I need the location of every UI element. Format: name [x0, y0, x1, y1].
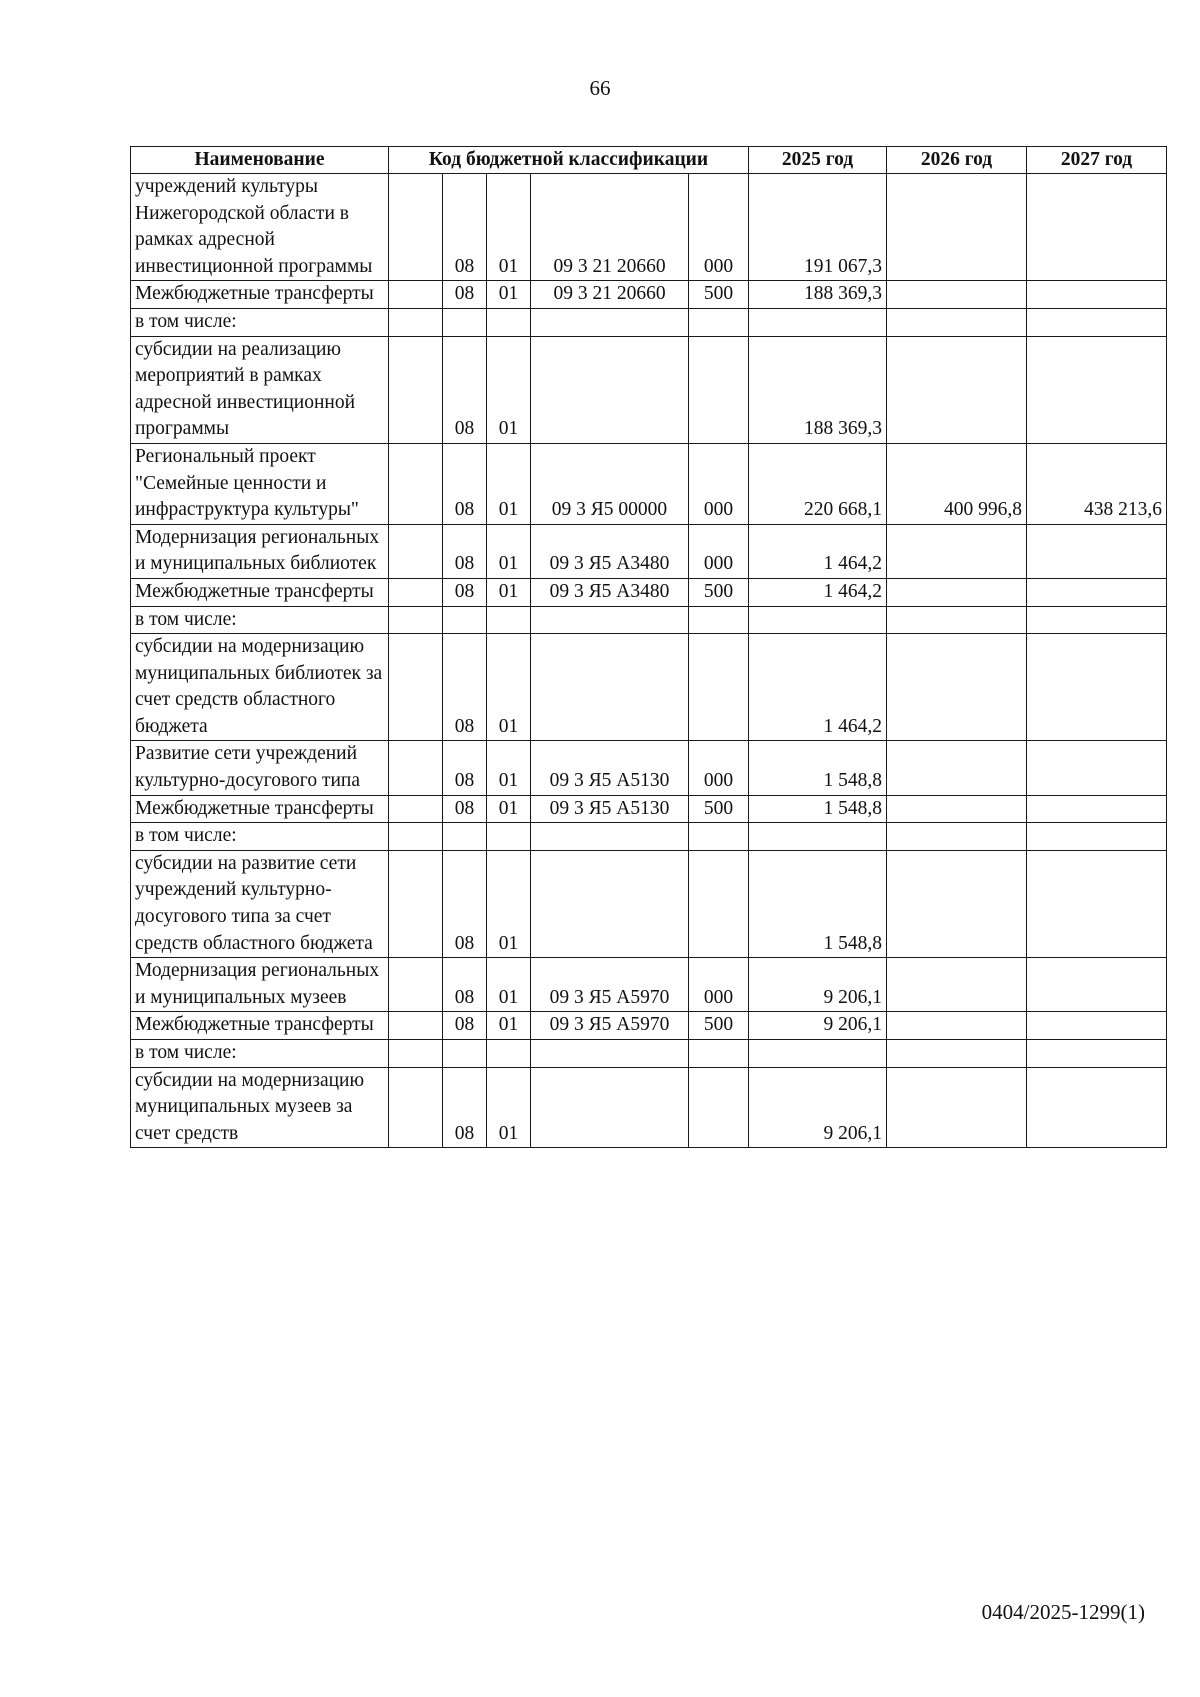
row-value-2025: 188 369,3 [749, 336, 887, 443]
row-code-blank [389, 308, 443, 336]
row-target-article: 09 3 21 20660 [531, 174, 689, 281]
row-expense-type: 500 [689, 281, 749, 309]
row-expense-type [689, 850, 749, 957]
row-value-2027 [1027, 1067, 1167, 1148]
row-code-blank [389, 634, 443, 741]
row-value-2025: 1 464,2 [749, 578, 887, 606]
row-subsection: 01 [487, 174, 531, 281]
row-subsection: 01 [487, 336, 531, 443]
table-row [131, 850, 1167, 957]
row-subsection [487, 823, 531, 851]
row-value-2027 [1027, 524, 1167, 578]
row-section: 08 [443, 634, 487, 741]
row-section: 08 [443, 741, 487, 795]
row-section: 08 [443, 336, 487, 443]
header-code: Код бюджетной классификации [389, 147, 749, 174]
row-subsection: 01 [487, 850, 531, 957]
row-subsection: 01 [487, 1067, 531, 1148]
row-code-blank [389, 606, 443, 634]
row-name: Модернизация региональных и муниципальных библиотек [131, 524, 389, 578]
row-value-2026 [887, 741, 1027, 795]
row-target-article [531, 606, 689, 634]
row-section [443, 606, 487, 634]
row-subsection: 01 [487, 795, 531, 823]
row-expense-type: 000 [689, 524, 749, 578]
row-value-2027 [1027, 281, 1167, 309]
row-value-2025: 1 464,2 [749, 524, 887, 578]
row-value-2026 [887, 281, 1027, 309]
row-code-blank [389, 578, 443, 606]
row-subsection [487, 606, 531, 634]
table-row [131, 741, 1167, 795]
row-name: в том числе: [131, 823, 389, 851]
row-value-2027 [1027, 336, 1167, 443]
table-row [131, 308, 1167, 336]
row-target-article [531, 308, 689, 336]
row-section: 08 [443, 443, 487, 524]
row-value-2026 [887, 823, 1027, 851]
row-value-2027 [1027, 578, 1167, 606]
row-code-blank [389, 443, 443, 524]
table-header-row [131, 147, 1167, 174]
row-value-2027 [1027, 1040, 1167, 1068]
row-value-2025 [749, 606, 887, 634]
row-expense-type [689, 336, 749, 443]
table-row [131, 336, 1167, 443]
row-code-blank [389, 336, 443, 443]
row-name: Межбюджетные трансферты [131, 1012, 389, 1040]
row-code-blank [389, 174, 443, 281]
row-name: субсидии на развитие сети учреждений культурно-досугового типа за счет средств областного бюджета [131, 850, 389, 957]
row-subsection: 01 [487, 958, 531, 1012]
row-expense-type [689, 606, 749, 634]
row-value-2026 [887, 1040, 1027, 1068]
row-expense-type [689, 1040, 749, 1068]
row-target-article: 09 3 Я5 А5970 [531, 1012, 689, 1040]
row-name: в том числе: [131, 606, 389, 634]
row-section: 08 [443, 958, 487, 1012]
row-target-article [531, 850, 689, 957]
row-value-2027: 438 213,6 [1027, 443, 1167, 524]
row-value-2026 [887, 634, 1027, 741]
row-target-article: 09 3 Я5 А5970 [531, 958, 689, 1012]
row-value-2027 [1027, 606, 1167, 634]
row-value-2026 [887, 606, 1027, 634]
row-subsection: 01 [487, 443, 531, 524]
row-section: 08 [443, 578, 487, 606]
row-value-2025: 1 548,8 [749, 795, 887, 823]
row-code-blank [389, 795, 443, 823]
row-expense-type: 500 [689, 795, 749, 823]
table-row [131, 524, 1167, 578]
row-value-2025 [749, 823, 887, 851]
header-name: Наименование [131, 147, 389, 174]
table-row [131, 174, 1167, 281]
row-value-2027 [1027, 741, 1167, 795]
row-value-2025: 1 464,2 [749, 634, 887, 741]
row-value-2025: 220 668,1 [749, 443, 887, 524]
row-value-2027 [1027, 634, 1167, 741]
row-value-2026 [887, 1012, 1027, 1040]
row-value-2026: 400 996,8 [887, 443, 1027, 524]
row-name: субсидии на реализацию мероприятий в рамках адресной инвестиционной программы [131, 336, 389, 443]
row-section: 08 [443, 795, 487, 823]
header-2027: 2027 год [1027, 147, 1167, 174]
row-value-2027 [1027, 823, 1167, 851]
row-value-2025: 191 067,3 [749, 174, 887, 281]
row-code-blank [389, 281, 443, 309]
row-name: субсидии на модернизацию муниципальных музеев за счет средств [131, 1067, 389, 1148]
row-name: Межбюджетные трансферты [131, 795, 389, 823]
row-section [443, 1040, 487, 1068]
row-target-article: 09 3 Я5 00000 [531, 443, 689, 524]
row-name: Развитие сети учреждений культурно-досугового типа [131, 741, 389, 795]
row-target-article: 09 3 21 20660 [531, 281, 689, 309]
row-expense-type [689, 308, 749, 336]
table-row [131, 795, 1167, 823]
row-expense-type [689, 823, 749, 851]
row-value-2027 [1027, 1012, 1167, 1040]
row-code-blank [389, 823, 443, 851]
row-value-2026 [887, 174, 1027, 281]
row-name: Межбюджетные трансферты [131, 281, 389, 309]
table-row [131, 958, 1167, 1012]
row-value-2027 [1027, 850, 1167, 957]
table-row [131, 606, 1167, 634]
row-value-2025: 1 548,8 [749, 741, 887, 795]
row-expense-type: 500 [689, 578, 749, 606]
table-body [131, 174, 1167, 1148]
row-target-article [531, 336, 689, 443]
header-2025: 2025 год [749, 147, 887, 174]
budget-table [130, 146, 1167, 1148]
document-code: 0404/2025-1299(1) [981, 1600, 1145, 1624]
row-value-2025: 1 548,8 [749, 850, 887, 957]
row-target-article [531, 823, 689, 851]
row-name: в том числе: [131, 1040, 389, 1068]
row-name: в том числе: [131, 308, 389, 336]
row-value-2026 [887, 578, 1027, 606]
row-value-2026 [887, 308, 1027, 336]
row-subsection [487, 1040, 531, 1068]
row-value-2026 [887, 850, 1027, 957]
table-row [131, 1040, 1167, 1068]
row-subsection: 01 [487, 1012, 531, 1040]
table-row [131, 823, 1167, 851]
page-number: 66 [589, 76, 611, 100]
row-section: 08 [443, 850, 487, 957]
row-value-2027 [1027, 174, 1167, 281]
row-section: 08 [443, 1012, 487, 1040]
row-expense-type: 500 [689, 1012, 749, 1040]
row-section: 08 [443, 174, 487, 281]
row-section [443, 823, 487, 851]
row-target-article: 09 3 Я5 А5130 [531, 741, 689, 795]
row-value-2027 [1027, 795, 1167, 823]
row-value-2025 [749, 308, 887, 336]
row-value-2027 [1027, 958, 1167, 1012]
table-row [131, 1067, 1167, 1148]
row-value-2026 [887, 795, 1027, 823]
row-expense-type [689, 634, 749, 741]
row-subsection: 01 [487, 578, 531, 606]
row-value-2025: 9 206,1 [749, 1012, 887, 1040]
row-value-2025 [749, 1040, 887, 1068]
row-subsection: 01 [487, 281, 531, 309]
row-code-blank [389, 524, 443, 578]
row-target-article: 09 3 Я5 А3480 [531, 578, 689, 606]
row-section: 08 [443, 524, 487, 578]
table-row [131, 443, 1167, 524]
row-code-blank [389, 741, 443, 795]
header-2026: 2026 год [887, 147, 1027, 174]
row-value-2026 [887, 958, 1027, 1012]
row-subsection: 01 [487, 524, 531, 578]
row-expense-type: 000 [689, 958, 749, 1012]
row-expense-type: 000 [689, 174, 749, 281]
row-expense-type: 000 [689, 741, 749, 795]
row-value-2025: 9 206,1 [749, 958, 887, 1012]
row-target-article [531, 634, 689, 741]
row-section [443, 308, 487, 336]
row-value-2027 [1027, 308, 1167, 336]
row-expense-type: 000 [689, 443, 749, 524]
row-code-blank [389, 958, 443, 1012]
row-value-2025: 188 369,3 [749, 281, 887, 309]
row-name: Модернизация региональных и муниципальных музеев [131, 958, 389, 1012]
row-subsection: 01 [487, 741, 531, 795]
row-section: 08 [443, 281, 487, 309]
row-code-blank [389, 1012, 443, 1040]
row-target-article: 09 3 Я5 А3480 [531, 524, 689, 578]
table-row [131, 634, 1167, 741]
row-target-article: 09 3 Я5 А5130 [531, 795, 689, 823]
row-name: учреждений культуры Нижегородской области в рамках адресной инвестиционной программы [131, 174, 389, 281]
row-name: субсидии на модернизацию муниципальных библиотек за счет средств областного бюджета [131, 634, 389, 741]
row-value-2026 [887, 336, 1027, 443]
row-code-blank [389, 1040, 443, 1068]
row-name: Межбюджетные трансферты [131, 578, 389, 606]
row-target-article [531, 1067, 689, 1148]
row-value-2026 [887, 524, 1027, 578]
row-subsection [487, 308, 531, 336]
row-value-2025: 9 206,1 [749, 1067, 887, 1148]
table-row [131, 1012, 1167, 1040]
table-row [131, 281, 1167, 309]
row-section: 08 [443, 1067, 487, 1148]
table-row [131, 578, 1167, 606]
row-code-blank [389, 850, 443, 957]
row-value-2026 [887, 1067, 1027, 1148]
row-subsection: 01 [487, 634, 531, 741]
row-target-article [531, 1040, 689, 1068]
row-expense-type [689, 1067, 749, 1148]
row-code-blank [389, 1067, 443, 1148]
row-name: Региональный проект "Семейные ценности и инфраструктура культуры" [131, 443, 389, 524]
